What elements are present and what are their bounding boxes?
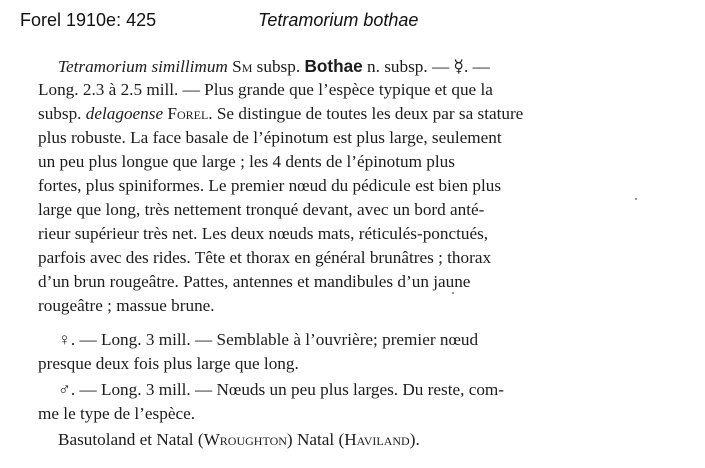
text-line: me le type de l’espèce. — [38, 404, 195, 423]
text-line: rieur supérieur très net. Les deux nœuds mats, réticulés-ponctués, — [38, 224, 489, 243]
text-fragment: ) Natal ( — [286, 430, 345, 449]
text-line — [38, 104, 523, 124]
scan-speck — [635, 198, 637, 200]
subsp-label: subsp. — [252, 57, 305, 76]
text-line — [58, 56, 490, 77]
author-forel: Forel — [167, 104, 209, 123]
author-abbrev: Sm — [232, 57, 253, 76]
text-line: presque deux fois plus large que long. — [38, 354, 299, 373]
text-line: large que long, très nettement tronqué devant, avec un bord anté- — [38, 200, 485, 219]
text-line: un peu plus longue que large ; les 4 dents de l’épinotum plus — [38, 152, 455, 171]
text-fragment: subsp. — [38, 104, 86, 123]
page-reference: Forel 1910e: 425 — [20, 10, 157, 30]
collector-wroughton: Wroughton — [203, 430, 287, 449]
scan-speck — [452, 292, 454, 294]
text-line: parfois avec des rides. Tête et thorax en général brunâtres ; thorax — [38, 248, 492, 267]
taxon-title: Tetramorium bothae — [258, 10, 419, 30]
text-line: d’un brun rougeâtre. Pattes, antennes et mandibules d’un jaune — [38, 272, 471, 291]
text-fragment: . Se distingue de toutes les deux par sa stature — [208, 104, 524, 123]
text-line — [58, 430, 420, 450]
collector-haviland: Haviland — [344, 430, 410, 449]
text-line: ♀. — Long. 3 mill. — Semblable à l’ouvrière; premier nœud — [58, 330, 479, 349]
line-rest: n. subsp. — ☿. — — [362, 57, 490, 76]
subspecies-name: Bothae — [304, 56, 363, 76]
text-line: Long. 2.3 à 2.5 mill. — Plus grande que l’espèce typique et que la — [38, 80, 493, 99]
text-line: ♂. — Long. 3 mill. — Nœuds un peu plus larges. Du reste, com- — [58, 380, 505, 399]
text-fragment: ). — [409, 430, 420, 449]
text-line: rougeâtre ; massue brune. — [38, 296, 215, 315]
text-line: plus robuste. La face basale de l’épinotum est plus large, seulement — [38, 128, 502, 147]
species-name: Tetramorium simillimum — [58, 57, 228, 76]
delagoense-name: delagoense — [85, 104, 164, 123]
text-fragment: Basutoland et Natal ( — [58, 430, 204, 449]
text-line: fortes, plus spiniformes. Le premier nœud du pédicule est bien plus — [38, 176, 502, 195]
